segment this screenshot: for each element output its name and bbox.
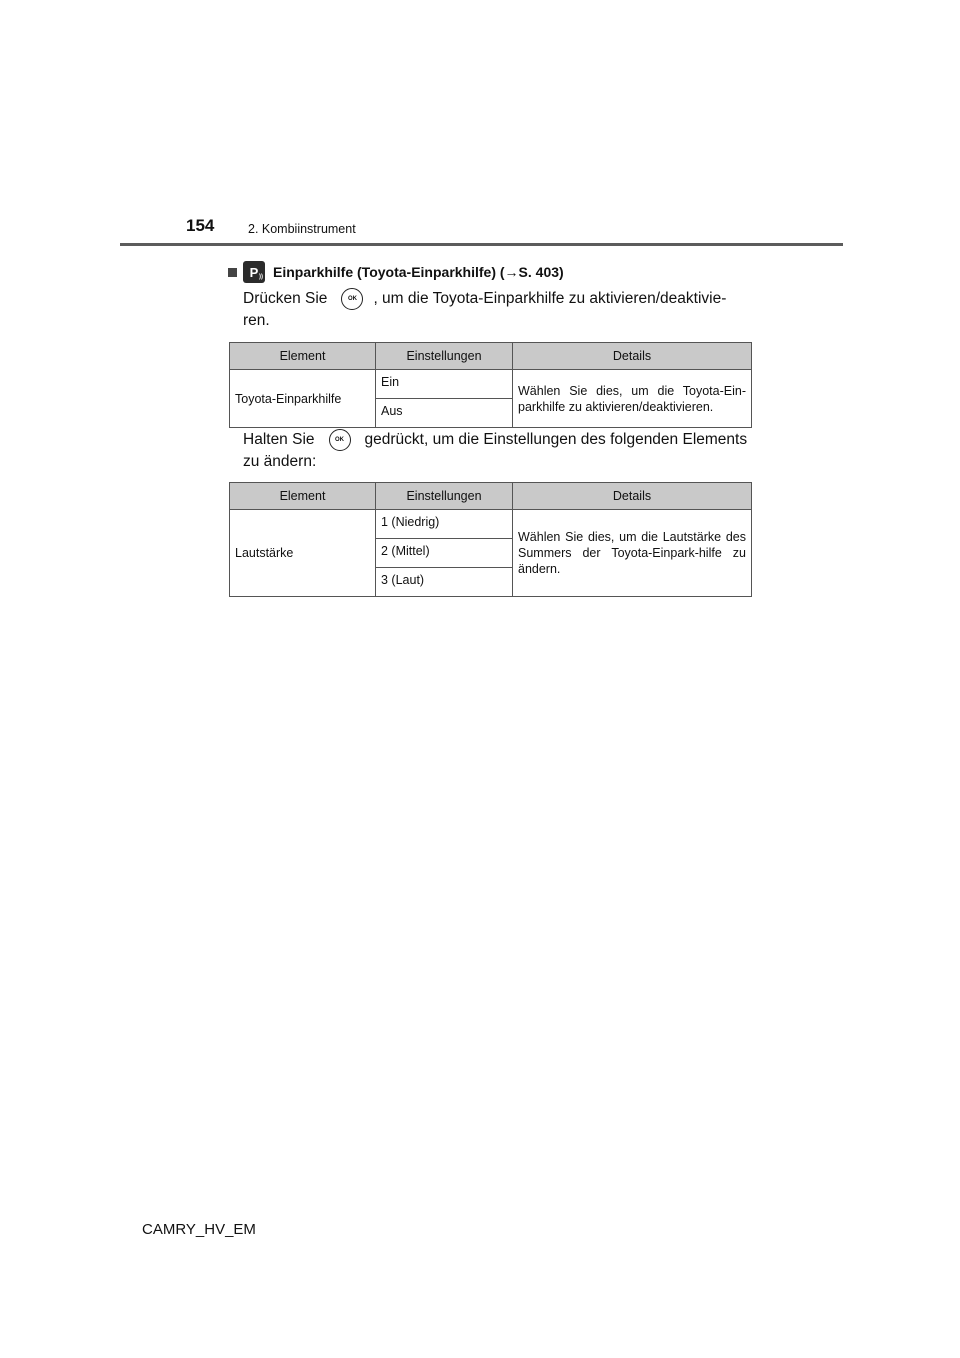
- parking-assist-table: [229, 342, 752, 428]
- volume-table: [229, 482, 752, 597]
- table-header-details: Details: [513, 483, 752, 510]
- table-header-element: Element: [230, 343, 376, 370]
- instruction-press: Drücken Sie OK , um die Toyota-Einparkhilfe zu aktivieren/deaktivie-ren.: [243, 288, 748, 332]
- setting-option: 2 (Mittel): [376, 539, 513, 568]
- model-code: CAMRY_HV_EM: [142, 1221, 256, 1238]
- section-title: Einparkhilfe (Toyota-Einparkhilfe) (→S. 403): [273, 264, 564, 280]
- ok-button-icon: OK: [341, 288, 363, 310]
- page-number: 154: [186, 216, 215, 235]
- parking-assist-icon: P )): [243, 261, 265, 283]
- details-cell: Wählen Sie dies, um die Lautstärke des Summers der Toyota-Einpark-hilfe zu ändern.: [513, 510, 752, 597]
- instruction-hold: Halten Sie OK gedrückt, um die Einstellungen des folgenden Elements zu ändern:: [243, 429, 748, 473]
- setting-option: Ein: [376, 370, 513, 399]
- element-cell: Toyota-Einparkhilfe: [230, 370, 376, 428]
- header-divider: [120, 243, 843, 246]
- table-header-details: Details: [513, 343, 752, 370]
- table-header-settings: Einstellungen: [376, 483, 513, 510]
- table-header-element: Element: [230, 483, 376, 510]
- section-heading: [228, 258, 564, 286]
- chapter-title: 2. Kombiinstrument: [248, 222, 356, 236]
- setting-option: 3 (Laut): [376, 568, 513, 597]
- square-bullet-icon: [228, 268, 237, 277]
- setting-option: Aus: [376, 399, 513, 428]
- setting-option: 1 (Niedrig): [376, 510, 513, 539]
- details-cell: Wählen Sie dies, um die Toyota-Ein-parkhilfe zu aktivieren/deaktivieren.: [513, 370, 752, 428]
- ok-button-icon: OK: [329, 429, 351, 451]
- element-cell: Lautstärke: [230, 510, 376, 597]
- table-header-settings: Einstellungen: [376, 343, 513, 370]
